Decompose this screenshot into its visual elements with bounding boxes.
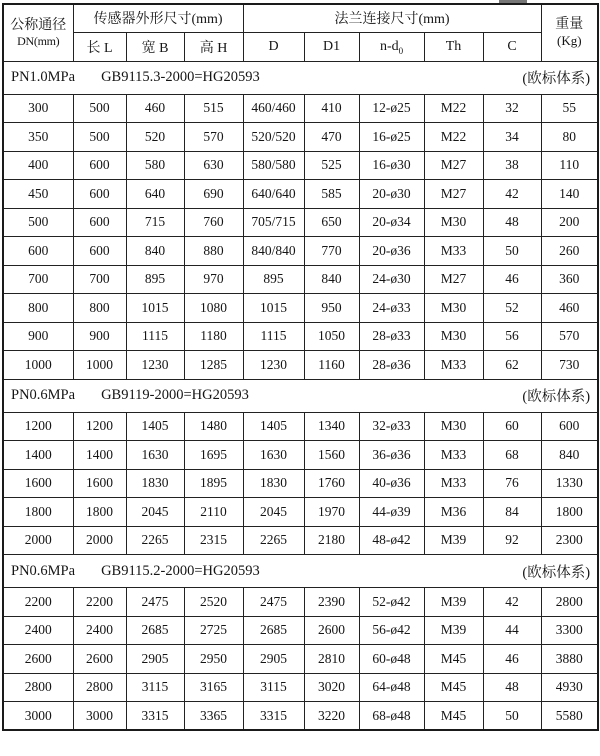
cell-length-l: 2800	[73, 673, 126, 702]
cell-n-d0: 16-ø25	[359, 123, 424, 152]
cell-d1: 2180	[304, 526, 359, 555]
cell-height-h: 3365	[184, 702, 243, 731]
cell-d1: 1160	[304, 351, 359, 380]
cell-length-l: 600	[73, 208, 126, 237]
section-cell	[3, 555, 598, 588]
cell-c: 50	[483, 237, 541, 266]
cell-n-d0: 44-ø39	[359, 498, 424, 527]
cell-d: 3115	[243, 673, 304, 702]
cell-width-b: 2265	[126, 526, 184, 555]
header-col-c: C	[483, 32, 541, 61]
section-row	[3, 61, 598, 94]
cell-dn: 1600	[3, 469, 73, 498]
cell-th: M33	[424, 351, 483, 380]
cell-d1: 1050	[304, 322, 359, 351]
cell-n-d0: 52-ø42	[359, 588, 424, 617]
cell-d: 520/520	[243, 123, 304, 152]
cell-height-h: 570	[184, 123, 243, 152]
cell-th: M30	[424, 294, 483, 323]
table-row	[3, 412, 598, 441]
cell-c: 48	[483, 673, 541, 702]
cell-d1: 585	[304, 180, 359, 209]
cell-d1: 470	[304, 123, 359, 152]
cell-weight: 570	[541, 322, 598, 351]
cell-n-d0: 20-ø30	[359, 180, 424, 209]
cell-d: 840/840	[243, 237, 304, 266]
cell-weight: 200	[541, 208, 598, 237]
cell-c: 46	[483, 265, 541, 294]
cell-th: M30	[424, 412, 483, 441]
cell-c: 46	[483, 645, 541, 674]
cell-weight: 2300	[541, 526, 598, 555]
cell-dn: 1400	[3, 441, 73, 470]
cell-weight: 1330	[541, 469, 598, 498]
table-row	[3, 588, 598, 617]
cell-height-h: 760	[184, 208, 243, 237]
weight-unit: (Kg)	[557, 33, 582, 49]
cell-length-l: 1600	[73, 469, 126, 498]
cell-d1: 840	[304, 265, 359, 294]
cell-height-h: 3165	[184, 673, 243, 702]
cell-width-b: 2905	[126, 645, 184, 674]
cell-n-d0: 24-ø33	[359, 294, 424, 323]
cell-d1: 2600	[304, 616, 359, 645]
header-weight	[541, 4, 598, 61]
cell-d: 3315	[243, 702, 304, 731]
cell-height-h: 690	[184, 180, 243, 209]
cell-th: M45	[424, 673, 483, 702]
cell-d1: 3020	[304, 673, 359, 702]
cell-weight: 1800	[541, 498, 598, 527]
table-row	[3, 180, 598, 209]
cell-weight: 260	[541, 237, 598, 266]
cell-width-b: 640	[126, 180, 184, 209]
cell-dn: 2400	[3, 616, 73, 645]
table-row	[3, 265, 598, 294]
cell-th: M33	[424, 237, 483, 266]
cell-length-l: 600	[73, 237, 126, 266]
cell-d: 2905	[243, 645, 304, 674]
cell-dn: 350	[3, 123, 73, 152]
cell-d: 1015	[243, 294, 304, 323]
cell-height-h: 1180	[184, 322, 243, 351]
cell-c: 56	[483, 322, 541, 351]
section-row	[3, 379, 598, 412]
cell-length-l: 600	[73, 151, 126, 180]
cell-c: 60	[483, 412, 541, 441]
cell-dn: 700	[3, 265, 73, 294]
cell-height-h: 880	[184, 237, 243, 266]
cell-dn: 3000	[3, 702, 73, 731]
cell-th: M27	[424, 151, 483, 180]
cell-dn: 1800	[3, 498, 73, 527]
cell-width-b: 520	[126, 123, 184, 152]
table-row	[3, 322, 598, 351]
cell-d: 1630	[243, 441, 304, 470]
cell-th: M45	[424, 645, 483, 674]
cell-d: 1230	[243, 351, 304, 380]
nd0-subscript: 0	[398, 45, 404, 56]
cell-th: M39	[424, 526, 483, 555]
section-standard: GB9115.3-2000=HG20593	[101, 69, 260, 85]
cell-height-h: 515	[184, 94, 243, 123]
table-row	[3, 526, 598, 555]
cell-th: M27	[424, 180, 483, 209]
cell-width-b: 2685	[126, 616, 184, 645]
cell-n-d0: 32-ø33	[359, 412, 424, 441]
cell-dn: 2800	[3, 673, 73, 702]
nd0-label: n-d	[379, 38, 399, 54]
cell-th: M33	[424, 441, 483, 470]
cell-n-d0: 56-ø42	[359, 616, 424, 645]
cell-d: 1830	[243, 469, 304, 498]
cell-dn: 450	[3, 180, 73, 209]
cell-n-d0: 20-ø36	[359, 237, 424, 266]
cell-width-b: 1630	[126, 441, 184, 470]
table-row	[3, 294, 598, 323]
cell-th: M33	[424, 469, 483, 498]
cell-d1: 1340	[304, 412, 359, 441]
cell-d: 460/460	[243, 94, 304, 123]
cell-th: M30	[424, 208, 483, 237]
cell-th: M36	[424, 498, 483, 527]
header-col-d1: D1	[304, 32, 359, 61]
cell-width-b: 580	[126, 151, 184, 180]
cell-length-l: 900	[73, 322, 126, 351]
section-note: (欧标体系)	[522, 564, 591, 581]
table-row	[3, 237, 598, 266]
cell-d1: 3220	[304, 702, 359, 731]
cell-weight: 3300	[541, 616, 598, 645]
cell-c: 62	[483, 351, 541, 380]
section-standard: GB9119-2000=HG20593	[101, 387, 249, 403]
cell-width-b: 1015	[126, 294, 184, 323]
cell-dn: 400	[3, 151, 73, 180]
cell-height-h: 2725	[184, 616, 243, 645]
cell-length-l: 700	[73, 265, 126, 294]
cell-c: 48	[483, 208, 541, 237]
cell-d1: 1970	[304, 498, 359, 527]
cell-dn: 1000	[3, 351, 73, 380]
cell-dn: 2200	[3, 588, 73, 617]
cell-d: 640/640	[243, 180, 304, 209]
cell-d: 705/715	[243, 208, 304, 237]
cell-th: M27	[424, 265, 483, 294]
cell-length-l: 1000	[73, 351, 126, 380]
cell-th: M45	[424, 702, 483, 731]
cell-weight: 360	[541, 265, 598, 294]
cell-d: 2475	[243, 588, 304, 617]
cell-weight: 3880	[541, 645, 598, 674]
cell-dn: 2600	[3, 645, 73, 674]
cell-height-h: 2950	[184, 645, 243, 674]
cell-c: 44	[483, 616, 541, 645]
cell-dn: 2000	[3, 526, 73, 555]
cell-width-b: 2045	[126, 498, 184, 527]
header-row-groups	[3, 4, 598, 32]
header-col-th: Th	[424, 32, 483, 61]
cell-length-l: 3000	[73, 702, 126, 731]
cell-n-d0: 68-ø48	[359, 702, 424, 731]
cell-length-l: 2000	[73, 526, 126, 555]
cell-width-b: 1230	[126, 351, 184, 380]
cell-d: 2045	[243, 498, 304, 527]
cell-n-d0: 64-ø48	[359, 673, 424, 702]
section-note: (欧标体系)	[522, 389, 591, 405]
header-col-width-b: 宽 B	[126, 32, 184, 61]
cell-n-d0: 12-ø25	[359, 94, 424, 123]
cell-d1: 950	[304, 294, 359, 323]
cell-c: 92	[483, 526, 541, 555]
cell-weight: 4930	[541, 673, 598, 702]
cell-d: 580/580	[243, 151, 304, 180]
cell-dn: 900	[3, 322, 73, 351]
cell-th: M22	[424, 94, 483, 123]
cell-length-l: 2400	[73, 616, 126, 645]
cell-width-b: 1830	[126, 469, 184, 498]
table-row	[3, 498, 598, 527]
header-flange-group: 法兰连接尺寸(mm)	[243, 4, 541, 32]
cell-d1: 650	[304, 208, 359, 237]
cell-n-d0: 36-ø36	[359, 441, 424, 470]
cell-d1: 770	[304, 237, 359, 266]
cell-height-h: 2110	[184, 498, 243, 527]
cell-c: 84	[483, 498, 541, 527]
cell-width-b: 895	[126, 265, 184, 294]
header-col-length-l: 长 L	[73, 32, 126, 61]
table-row	[3, 469, 598, 498]
cell-d1: 525	[304, 151, 359, 180]
dn-title: 公称通径	[10, 17, 67, 33]
cell-height-h: 970	[184, 265, 243, 294]
cell-weight: 2800	[541, 588, 598, 617]
cell-length-l: 1400	[73, 441, 126, 470]
table-row	[3, 702, 598, 731]
section-pressure: PN1.0MPa	[11, 69, 76, 85]
section-row	[3, 555, 598, 588]
cell-height-h: 630	[184, 151, 243, 180]
section-standard: GB9115.2-2000=HG20593	[101, 562, 260, 579]
cell-th: M39	[424, 616, 483, 645]
cell-length-l: 1800	[73, 498, 126, 527]
cell-height-h: 1895	[184, 469, 243, 498]
cell-n-d0: 48-ø42	[359, 526, 424, 555]
table-row	[3, 351, 598, 380]
header-dn	[3, 4, 73, 61]
cell-width-b: 715	[126, 208, 184, 237]
cell-d: 1405	[243, 412, 304, 441]
cell-dn: 1200	[3, 412, 73, 441]
cell-height-h: 1080	[184, 294, 243, 323]
cell-d: 2265	[243, 526, 304, 555]
cell-weight: 600	[541, 412, 598, 441]
section-cell	[3, 61, 598, 94]
header-row-columns	[3, 32, 598, 61]
cell-height-h: 1480	[184, 412, 243, 441]
cell-length-l: 500	[73, 94, 126, 123]
cell-n-d0: 28-ø33	[359, 322, 424, 351]
table-row	[3, 123, 598, 152]
cell-width-b: 840	[126, 237, 184, 266]
table-row	[3, 645, 598, 674]
cell-length-l: 2200	[73, 588, 126, 617]
cell-length-l: 600	[73, 180, 126, 209]
section-wrap	[4, 67, 597, 88]
cell-c: 68	[483, 441, 541, 470]
cell-d1: 1560	[304, 441, 359, 470]
cell-d1: 1760	[304, 469, 359, 498]
cell-length-l: 500	[73, 123, 126, 152]
cell-c: 32	[483, 94, 541, 123]
cell-weight: 80	[541, 123, 598, 152]
section-wrap	[4, 561, 597, 582]
weight-title: 重量	[555, 16, 584, 32]
cell-weight: 140	[541, 180, 598, 209]
cell-n-d0: 60-ø48	[359, 645, 424, 674]
cell-width-b: 1115	[126, 322, 184, 351]
cell-dn: 800	[3, 294, 73, 323]
cell-d: 2685	[243, 616, 304, 645]
cell-weight: 110	[541, 151, 598, 180]
flange-dimension-table	[2, 3, 599, 731]
cell-n-d0: 24-ø30	[359, 265, 424, 294]
cell-c: 50	[483, 702, 541, 731]
section-pressure: PN0.6MPa	[11, 387, 76, 403]
cell-weight: 55	[541, 94, 598, 123]
section-cell	[3, 379, 598, 412]
dn-unit: DN(mm)	[17, 34, 60, 48]
cell-n-d0: 20-ø34	[359, 208, 424, 237]
cell-width-b: 460	[126, 94, 184, 123]
cell-height-h: 2520	[184, 588, 243, 617]
cell-height-h: 1285	[184, 351, 243, 380]
cell-width-b: 3115	[126, 673, 184, 702]
header-col-nd0	[359, 32, 424, 61]
cell-dn: 600	[3, 237, 73, 266]
cell-n-d0: 28-ø36	[359, 351, 424, 380]
table-row	[3, 151, 598, 180]
cell-c: 42	[483, 180, 541, 209]
cell-c: 42	[483, 588, 541, 617]
header-col-height-h: 高 H	[184, 32, 243, 61]
section-note: (欧标体系)	[522, 71, 591, 87]
cell-d1: 410	[304, 94, 359, 123]
cell-d: 1115	[243, 322, 304, 351]
cell-weight: 730	[541, 351, 598, 380]
cell-n-d0: 40-ø36	[359, 469, 424, 498]
table-row	[3, 673, 598, 702]
cell-length-l: 800	[73, 294, 126, 323]
cell-width-b: 3315	[126, 702, 184, 731]
cell-length-l: 1200	[73, 412, 126, 441]
section-wrap	[4, 385, 597, 406]
cell-n-d0: 16-ø30	[359, 151, 424, 180]
cell-d: 895	[243, 265, 304, 294]
cell-c: 52	[483, 294, 541, 323]
cell-c: 38	[483, 151, 541, 180]
cell-th: M22	[424, 123, 483, 152]
cell-weight: 5580	[541, 702, 598, 731]
cell-weight: 460	[541, 294, 598, 323]
cell-length-l: 2600	[73, 645, 126, 674]
cell-d1: 2390	[304, 588, 359, 617]
table-row	[3, 441, 598, 470]
cell-weight: 840	[541, 441, 598, 470]
cell-width-b: 1405	[126, 412, 184, 441]
cell-th: M30	[424, 322, 483, 351]
cell-height-h: 2315	[184, 526, 243, 555]
cell-height-h: 1695	[184, 441, 243, 470]
header-sensor-group: 传感器外形尺寸(mm)	[73, 4, 243, 32]
table-body	[3, 61, 598, 730]
cell-dn: 500	[3, 208, 73, 237]
cell-d1: 2810	[304, 645, 359, 674]
table-row	[3, 94, 598, 123]
header-col-d: D	[243, 32, 304, 61]
table-row	[3, 208, 598, 237]
cell-dn: 300	[3, 94, 73, 123]
section-pressure: PN0.6MPa	[11, 562, 76, 579]
cell-width-b: 2475	[126, 588, 184, 617]
cell-th: M39	[424, 588, 483, 617]
cell-c: 34	[483, 123, 541, 152]
table-row	[3, 616, 598, 645]
cell-c: 76	[483, 469, 541, 498]
